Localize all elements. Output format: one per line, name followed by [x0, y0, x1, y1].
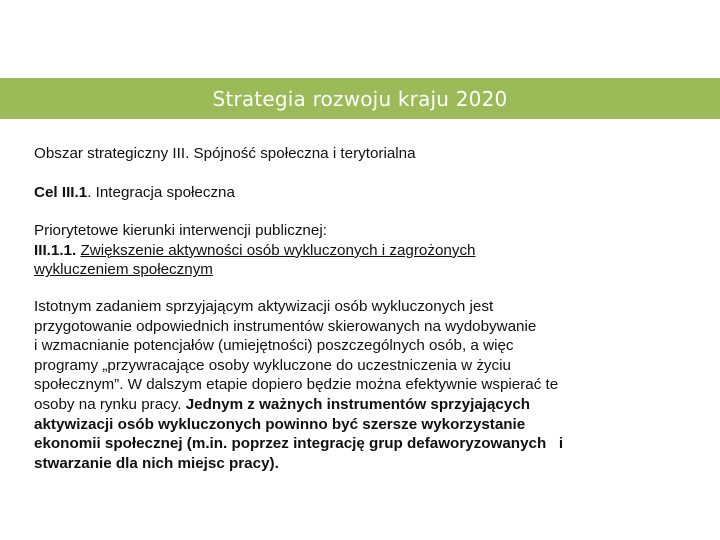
priority-intro: Priorytetowe kierunki interwencji publicznej: [34, 222, 327, 240]
paragraph-line: i wzmacnianie potencjałów (umiejętności) poszczególnych osób, a więc [34, 337, 514, 355]
priority-item [34, 241, 674, 261]
title-banner [0, 78, 720, 119]
paragraph-line: stwarzanie dla nich miejsc pracy). [34, 454, 279, 472]
paragraph-line: Istotnym zadaniem sprzyjającym aktywizacji osób wykluczonych jest [34, 297, 494, 315]
paragraph-line [34, 395, 674, 415]
paragraph-line: aktywizacji osób wykluczonych powinno być szersze wykorzystanie [34, 415, 526, 433]
strategic-area: Obszar strategiczny III. Spójność społeczna i terytorialna [34, 145, 416, 162]
goal-label: Cel III.1 [34, 183, 88, 201]
paragraph-line-bold: Jednym z ważnych instrumentów sprzyjających [185, 395, 531, 413]
paragraph-line: programy „przywracające osoby wykluczone do uczestniczenia w życiu [34, 356, 511, 374]
goal-text: . Integracja społeczna [87, 183, 235, 201]
paragraph-line-normal: osoby na rynku pracy. [34, 395, 182, 413]
priority-block [34, 221, 674, 280]
page-title: Strategia rozwoju kraju 2020 [212, 86, 508, 111]
priority-code: III.1.1. [34, 241, 77, 259]
description-paragraph [34, 297, 674, 473]
priority-title-line2: wykluczeniem społecznym [34, 261, 213, 279]
paragraph-line: społecznym”. W dalszym etapie dopiero będzie można efektywnie wspierać te [34, 376, 559, 394]
slide-content [34, 144, 674, 473]
paragraph-line: ekonomii społecznej (m.in. poprzez integrację grup defaworyzowanych i [34, 435, 564, 453]
priority-title-line1: Zwiększenie aktywności osób wykluczonych i zagrożonych [80, 241, 476, 259]
goal-line [34, 183, 674, 203]
paragraph-line: przygotowanie odpowiednich instrumentów skierowanych na wydobywanie [34, 317, 537, 335]
